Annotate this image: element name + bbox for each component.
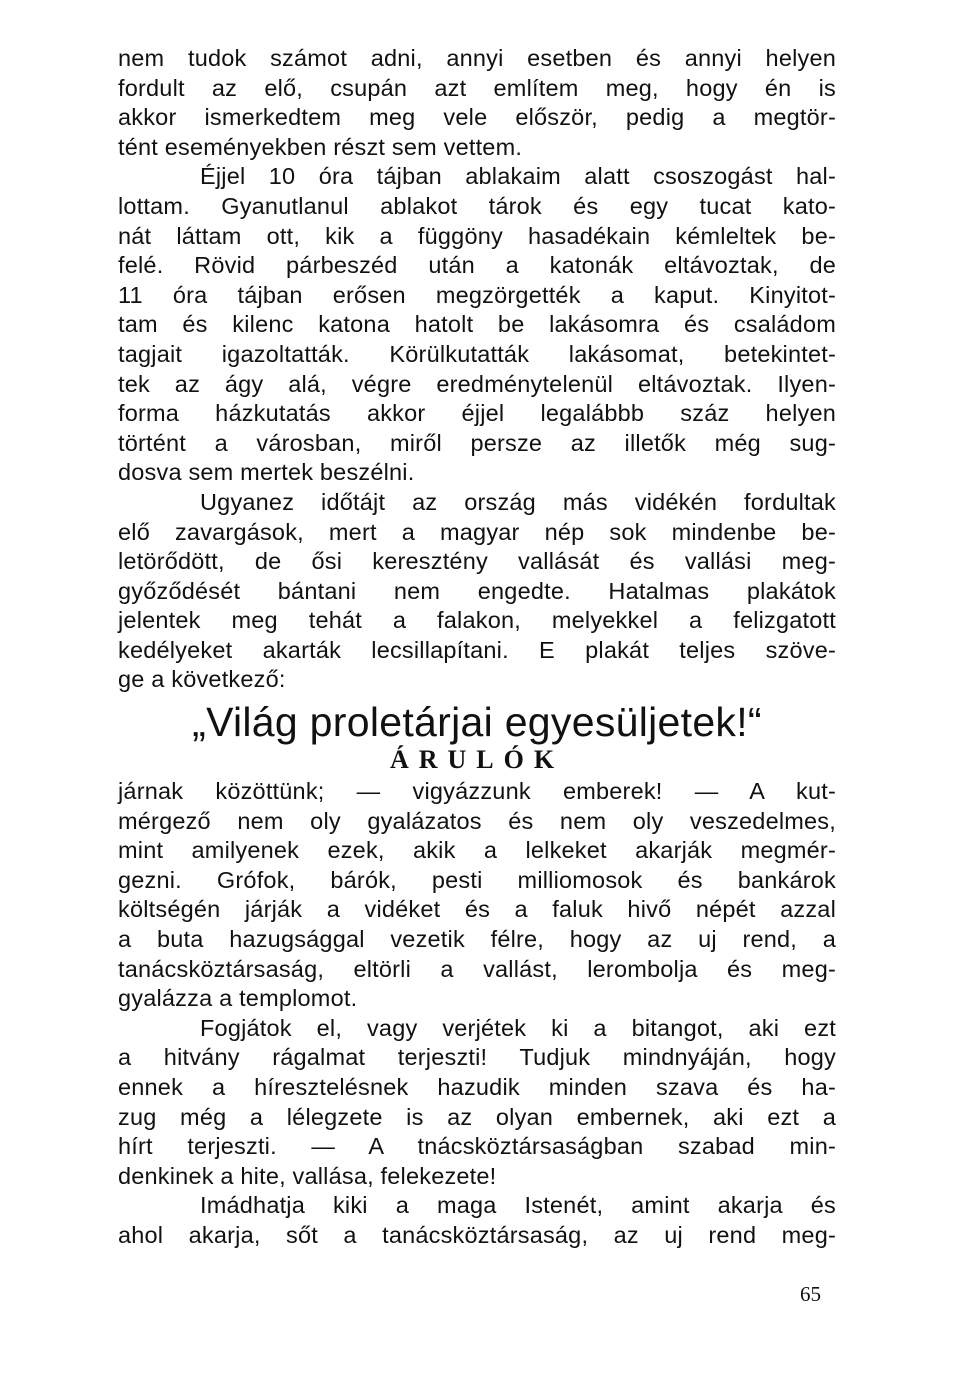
poster-paragraph bbox=[118, 1014, 836, 1192]
text-line: a buta hazugsággal vezetik félre, hogy az uj rend, a bbox=[118, 926, 836, 953]
text-line: kedélyeket akarták lecsillapítani. E plakát teljes szöve- bbox=[118, 636, 836, 663]
text-line: nát láttam ott, kik a függöny hasadékain kémleltek be- bbox=[118, 222, 836, 249]
text-line: denkinek a hite, vallása, felekezete! bbox=[118, 1162, 497, 1189]
text-line: ennek a híresztelésnek hazudik minden szava és ha- bbox=[118, 1074, 836, 1100]
body-paragraph bbox=[118, 488, 836, 695]
text-line: mérgező nem oly gyalázatos és nem oly veszedelmes, bbox=[118, 807, 836, 834]
text-line: gyalázza a templomot. bbox=[118, 985, 358, 1012]
text-line: felé. Rövid párbeszéd után a katonák eltávoztak, de bbox=[118, 252, 836, 279]
text-line: Imádhatja kiki a maga Istenét, amint akarja és bbox=[200, 1192, 836, 1219]
text-line: fordult az elő, csupán azt említem meg, hogy én is bbox=[118, 74, 836, 101]
text-line: lottam. Gyanutlanul ablakot tárok és egy tucat kato- bbox=[118, 192, 836, 219]
text-line: tek az ágy alá, végre eredménytelenül eltávoztak. Ilyen- bbox=[118, 370, 836, 397]
text-line: tanácsköztársaság, eltörli a vallást, lerombolja és meg- bbox=[118, 955, 836, 982]
text-line: Ugyanez időtájt az ország más vidékén fordultak bbox=[200, 488, 836, 515]
poster-paragraph bbox=[118, 777, 836, 1014]
text-line: költségén járják a vidéket és a faluk hivő népét azzal bbox=[118, 896, 836, 923]
text-line: letörődött, de ősi keresztény vallását és vallási meg- bbox=[118, 548, 836, 575]
body-paragraph bbox=[118, 162, 836, 488]
text-line: akkor ismerkedtem meg vele először, pedig a megtör- bbox=[118, 104, 836, 131]
poster-paragraph bbox=[118, 1191, 836, 1250]
text-line: dosva sem mertek beszélni. bbox=[118, 459, 415, 486]
body-paragraph bbox=[118, 44, 836, 162]
text-line: a hitvány rágalmat terjeszti! Tudjuk mindnyáján, hogy bbox=[118, 1044, 836, 1071]
text-line: mint amilyenek ezek, akik a lelkeket akarják megmér- bbox=[118, 837, 836, 864]
text-line: zug még a lélegzete is az olyan embernek, aki ezt a bbox=[118, 1103, 836, 1130]
text-line: elő zavargások, mert a magyar nép sok mindenbe be- bbox=[118, 518, 836, 545]
text-line: gezni. Grófok, bárók, pesti milliomosok és bankárok bbox=[118, 866, 836, 893]
text-line: forma házkutatás akkor éjjel legalábbb száz helyen bbox=[118, 400, 836, 427]
text-line: győződését bántani nem engedte. Hatalmas plakátok bbox=[118, 577, 836, 604]
page-number: 65 bbox=[800, 1282, 821, 1306]
text-line: járnak közöttünk; — vigyázzunk emberek! — A kut- bbox=[118, 778, 836, 805]
body-text bbox=[118, 44, 836, 1251]
poster-subheading: ÁRULÓK bbox=[389, 745, 565, 775]
poster-headline: „Világ proletárjai egyesüljetek!“ bbox=[192, 699, 762, 746]
text-line: jelentek meg tehát a falakon, melyekkel a felizgatott bbox=[118, 607, 836, 634]
text-line: tam és kilenc katona hatolt be lakásomra és családom bbox=[118, 311, 836, 338]
text-line: ge a következő: bbox=[118, 666, 286, 693]
text-line: Éjjel 10 óra tájban ablakaim alatt csoszogást hal- bbox=[200, 163, 836, 190]
text-line: nem tudok számot adni, annyi esetben és annyi helyen bbox=[118, 45, 836, 71]
text-line: történt a városban, miről persze az illetők még sug- bbox=[118, 429, 836, 456]
text-line: Fogjátok el, vagy verjétek ki a bitangot, aki ezt bbox=[200, 1014, 836, 1041]
text-line: 11 óra tájban erősen megzörgették a kaput. Kinyitot- bbox=[118, 281, 836, 308]
text-line: ahol akarja, sőt a tanácsköztársaság, az uj rend meg- bbox=[118, 1221, 836, 1248]
text-line: hírt terjeszti. — A tnácsköztársaságban szabad min- bbox=[118, 1133, 836, 1160]
text-line: tagjait igazoltatták. Körülkutatták lakásomat, betekintet- bbox=[118, 340, 836, 367]
text-line: tént eseményekben részt sem vettem. bbox=[118, 133, 523, 160]
